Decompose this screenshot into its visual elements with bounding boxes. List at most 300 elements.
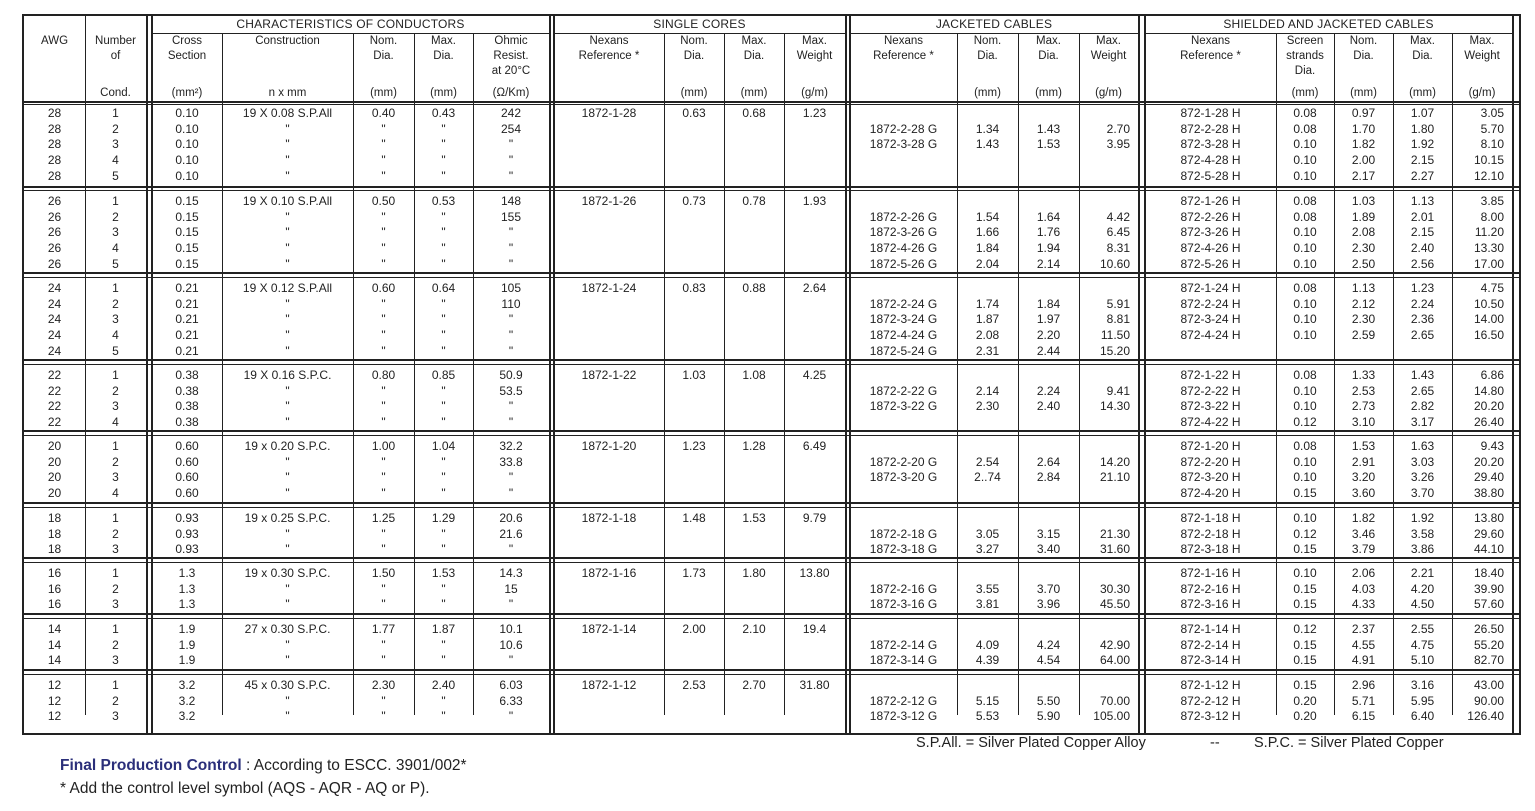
- cell-shielded-max-weight: 20.20: [1473, 399, 1504, 414]
- group-separator: [22, 669, 1521, 671]
- cell-ohmic-resistance: 242: [500, 106, 522, 120]
- cell-jacketed-nom-dia: 2.30: [975, 399, 1000, 414]
- cell-jacketed-max-weight: 14.30: [1099, 399, 1130, 414]
- group-header-characteristics: CHARACTERISTICS OF CONDUCTORS: [236, 17, 465, 31]
- cell-shielded-max-weight: 13.30: [1473, 241, 1504, 256]
- ditto-mark: ": [441, 137, 446, 152]
- ditto-mark: ": [508, 653, 514, 668]
- cell-shielded-max-weight: 55.20: [1473, 637, 1504, 652]
- group-separator: [22, 186, 1521, 188]
- column-header-unit: (mm): [430, 87, 457, 99]
- cell-conductor-count: 1: [112, 511, 119, 525]
- cell-shielded-reference: 872-3-26 H: [1180, 225, 1241, 240]
- cell-single-reference: 1872-1-22: [581, 368, 637, 382]
- cell-shielded-max-dia: 1.92: [1410, 511, 1435, 525]
- cell-awg: 12: [47, 678, 62, 692]
- cell-jacketed-nom-dia: 5.15: [975, 693, 1000, 708]
- cell-conductor-count: 5: [112, 168, 119, 183]
- cell-single-max-weight: 13.80: [799, 566, 830, 580]
- column-header-hwt: [1452, 34, 1512, 101]
- column-header-href: [1145, 34, 1276, 101]
- cell-awg: 22: [47, 383, 62, 398]
- cell-conductor-nom-dia: 1.77: [371, 622, 396, 636]
- cell-cross-section: 3.2: [178, 709, 196, 724]
- cell-jacketed-reference: 1872-3-24 G: [869, 312, 938, 327]
- ditto-mark: ": [381, 454, 386, 469]
- ditto-mark: ": [285, 209, 290, 224]
- ditto-mark: ": [441, 296, 446, 311]
- cell-conductor-max-dia: 0.43: [431, 106, 456, 120]
- header-bottom: [22, 104, 1521, 105]
- cell-awg: 24: [47, 343, 62, 358]
- column-separator: [353, 34, 354, 715]
- cell-single-nom-dia: 1.03: [682, 368, 706, 382]
- cell-jacketed-reference: 1872-3-22 G: [869, 399, 938, 414]
- cell-jacketed-max-dia: 4.54: [1036, 653, 1061, 668]
- cell-jacketed-nom-dia: 1.84: [975, 241, 1000, 256]
- cell-shielded-max-dia: 2.65: [1410, 383, 1435, 398]
- control-level-note: * Add the control level symbol (AQS - AQR - AQ or P).: [60, 780, 430, 797]
- cell-jacketed-max-weight: 30.30: [1099, 581, 1130, 596]
- cell-awg: 26: [47, 209, 62, 224]
- cell-ohmic-resistance: 6.33: [499, 693, 523, 708]
- cell-conductor-count: 3: [112, 399, 119, 414]
- cell-cross-section: 0.10: [175, 106, 199, 120]
- panel-divider: [1138, 14, 1140, 735]
- cell-jacketed-reference: 1872-4-24 G: [869, 328, 938, 343]
- cell-shielded-screen-dia: 0.15: [1293, 637, 1317, 652]
- cell-shielded-reference: 872-1-12 H: [1180, 678, 1241, 692]
- legend-separator: --: [1210, 735, 1220, 751]
- cell-jacketed-max-weight: 21.10: [1099, 470, 1130, 485]
- cell-jacketed-max-weight: 8.31: [1106, 241, 1130, 256]
- cell-shielded-screen-dia: 0.15: [1293, 653, 1317, 668]
- cell-cross-section: 0.21: [175, 312, 199, 327]
- cell-jacketed-max-weight: 105.00: [1093, 709, 1130, 724]
- ditto-mark: ": [381, 383, 386, 398]
- column-separator: [1276, 34, 1277, 715]
- cell-conductor-nom-dia: 1.50: [371, 566, 396, 580]
- outer-frame-right: [1519, 14, 1521, 735]
- cell-cross-section: 0.15: [175, 209, 199, 224]
- cell-awg: 14: [47, 653, 62, 668]
- cell-shielded-max-weight: 82.70: [1473, 653, 1504, 668]
- ditto-mark: ": [285, 454, 290, 469]
- ditto-mark: ": [285, 470, 290, 485]
- cell-jacketed-reference: 1872-2-18 G: [869, 526, 938, 541]
- cell-conductor-count: 5: [112, 343, 119, 358]
- column-header-unit: (Ω/Km): [492, 87, 530, 99]
- cell-jacketed-nom-dia: 4.09: [975, 637, 1000, 652]
- cell-single-nom-dia: 1.73: [682, 566, 706, 580]
- cell-jacketed-nom-dia: 1.34: [975, 121, 1000, 136]
- cell-single-reference: 1872-1-26: [581, 194, 637, 208]
- cell-single-nom-dia: 2.00: [682, 622, 706, 636]
- cell-shielded-max-dia: 4.50: [1410, 597, 1435, 612]
- ditto-mark: ": [441, 225, 446, 240]
- column-header-unit: (mm): [1350, 87, 1377, 99]
- cell-shielded-screen-dia: 0.15: [1293, 486, 1317, 501]
- ditto-mark: ": [508, 225, 514, 240]
- cell-shielded-reference: 872-2-16 H: [1180, 581, 1241, 596]
- cell-shielded-nom-dia: 3.60: [1351, 486, 1376, 501]
- cell-shielded-nom-dia: 2.12: [1351, 296, 1376, 311]
- cell-shielded-max-dia: 3.16: [1410, 678, 1435, 692]
- cell-shielded-reference: 872-5-26 H: [1180, 256, 1241, 271]
- cell-jacketed-nom-dia: 1.66: [975, 225, 1000, 240]
- cell-awg: 14: [47, 622, 62, 636]
- cell-shielded-reference: 872-1-18 H: [1180, 511, 1241, 525]
- cell-ohmic-resistance: 14.3: [499, 566, 523, 580]
- cell-shielded-nom-dia: 2.53: [1351, 383, 1376, 398]
- cell-ohmic-resistance: 50.9: [499, 368, 523, 382]
- cell-single-max-dia: 1.80: [742, 566, 766, 580]
- column-header-unit: (mm): [1291, 87, 1319, 99]
- cell-single-max-weight: 1.93: [802, 194, 827, 208]
- cell-jacketed-max-weight: 11.50: [1100, 328, 1130, 343]
- column-header-awg: [24, 34, 85, 101]
- cell-jacketed-max-dia: 1.94: [1036, 241, 1061, 256]
- cell-cross-section: 0.10: [175, 153, 199, 168]
- column-header-cross: [152, 34, 222, 101]
- cell-cross-section: 0.10: [175, 168, 199, 183]
- ditto-mark: ": [441, 415, 446, 430]
- column-separator: [1334, 34, 1335, 715]
- cell-jacketed-nom-dia: 3.55: [975, 581, 1000, 596]
- cell-shielded-screen-dia: 0.08: [1293, 106, 1317, 120]
- cell-shielded-max-dia: 5.95: [1410, 693, 1435, 708]
- cell-shielded-screen-dia: 0.08: [1293, 439, 1317, 453]
- cell-shielded-max-weight: 3.85: [1480, 194, 1504, 208]
- cell-shielded-reference: 872-2-12 H: [1180, 693, 1241, 708]
- ditto-mark: ": [441, 526, 446, 541]
- cell-shielded-max-weight: 5.70: [1480, 121, 1504, 136]
- cell-cross-section: 0.93: [175, 526, 199, 541]
- cell-jacketed-max-weight: 9.41: [1106, 383, 1130, 398]
- column-header-jref: [850, 34, 957, 101]
- cell-jacketed-max-dia: 2.44: [1036, 343, 1061, 358]
- cell-shielded-screen-dia: 0.12: [1293, 415, 1317, 430]
- cell-single-reference: 1872-1-12: [581, 678, 637, 692]
- cell-conductor-count: 1: [112, 439, 119, 453]
- column-header-hmax: [1393, 34, 1452, 101]
- cell-jacketed-max-dia: 1.64: [1036, 209, 1061, 224]
- column-header-title: Max. Dia.: [431, 35, 456, 62]
- cell-jacketed-max-weight: 15.20: [1099, 343, 1130, 358]
- ditto-mark: ": [285, 637, 290, 652]
- column-header-title: Max. Weight: [1464, 35, 1500, 62]
- cell-jacketed-reference: 1872-3-18 G: [869, 542, 938, 557]
- cell-conductor-max-dia: 0.85: [431, 368, 456, 382]
- cell-construction: 19 x 0.25 S.P.C.: [244, 511, 331, 525]
- cell-shielded-screen-dia: 0.10: [1293, 566, 1317, 580]
- cell-shielded-reference: 872-3-20 H: [1180, 470, 1241, 485]
- cell-jacketed-nom-dia: 2.14: [975, 383, 1000, 398]
- cell-shielded-nom-dia: 3.20: [1351, 470, 1376, 485]
- cell-jacketed-max-dia: 2.84: [1036, 470, 1061, 485]
- cell-shielded-max-dia: 4.20: [1410, 581, 1435, 596]
- cell-shielded-max-weight: 90.00: [1473, 693, 1504, 708]
- cell-shielded-reference: 872-2-24 H: [1180, 296, 1241, 311]
- ditto-mark: ": [441, 486, 446, 501]
- cell-jacketed-max-weight: 21.30: [1099, 526, 1130, 541]
- cell-awg: 16: [47, 597, 62, 612]
- column-header-hscr: [1276, 34, 1334, 101]
- cell-shielded-screen-dia: 0.10: [1293, 137, 1317, 152]
- cell-conductor-count: 2: [112, 383, 119, 398]
- cell-jacketed-max-weight: 5.91: [1106, 296, 1130, 311]
- cell-shielded-max-weight: 26.40: [1473, 415, 1504, 430]
- column-separator: [473, 34, 474, 715]
- ditto-mark: ": [508, 256, 514, 271]
- ditto-mark: ": [508, 597, 514, 612]
- cell-jacketed-max-dia: 2.14: [1036, 256, 1061, 271]
- cell-cross-section: 0.10: [175, 121, 199, 136]
- ditto-mark: ": [285, 486, 290, 501]
- cell-cross-section: 0.21: [175, 328, 199, 343]
- cell-jacketed-nom-dia: 3.05: [975, 526, 1000, 541]
- group-separator: [22, 674, 1521, 675]
- cell-shielded-screen-dia: 0.20: [1293, 709, 1317, 724]
- panel-divider: [151, 14, 153, 735]
- ditto-mark: ": [285, 168, 290, 183]
- ditto-mark: ": [381, 653, 386, 668]
- ditto-mark: ": [381, 168, 386, 183]
- ditto-mark: ": [381, 312, 386, 327]
- cell-jacketed-reference: 1872-3-26 G: [869, 225, 938, 240]
- column-header-cnom: [353, 34, 414, 101]
- cell-conductor-max-dia: 2.40: [431, 678, 456, 692]
- column-header-unit: (mm): [680, 87, 708, 99]
- cell-shielded-max-weight: 14.80: [1473, 383, 1504, 398]
- group-separator: [22, 190, 1521, 191]
- cell-shielded-max-dia: 2.27: [1410, 168, 1435, 183]
- cell-shielded-reference: 872-2-26 H: [1180, 209, 1241, 224]
- cell-conductor-nom-dia: 1.00: [371, 439, 396, 453]
- cell-shielded-max-dia: 4.75: [1410, 637, 1435, 652]
- cell-jacketed-max-weight: 6.45: [1106, 225, 1130, 240]
- cell-shielded-max-dia: 3.58: [1410, 526, 1435, 541]
- cell-conductor-max-dia: 0.64: [431, 281, 456, 295]
- outer-frame-top: [22, 14, 1521, 16]
- cell-shielded-max-dia: 6.40: [1410, 709, 1435, 724]
- column-header-title: Max. Dia.: [1410, 35, 1435, 62]
- cell-conductor-count: 2: [112, 121, 119, 136]
- cell-jacketed-reference: 1872-4-26 G: [869, 241, 938, 256]
- cell-shielded-max-dia: 1.43: [1410, 368, 1435, 382]
- cell-awg: 26: [47, 225, 62, 240]
- cell-construction: 19 X 0.16 S.P.C.: [243, 368, 332, 382]
- ditto-mark: ": [441, 343, 446, 358]
- cell-single-nom-dia: 1.23: [682, 439, 706, 453]
- ditto-mark: ": [285, 256, 290, 271]
- ditto-mark: ": [441, 470, 446, 485]
- cell-shielded-max-weight: 8.10: [1480, 137, 1504, 152]
- ditto-mark: ": [508, 328, 514, 343]
- cell-shielded-max-dia: 3.86: [1410, 542, 1435, 557]
- cell-single-max-weight: 2.64: [802, 281, 827, 295]
- cell-cross-section: 0.10: [175, 137, 199, 152]
- cell-conductor-count: 2: [112, 296, 119, 311]
- cell-jacketed-nom-dia: 3.81: [975, 597, 1000, 612]
- cell-jacketed-nom-dia: 1.87: [975, 312, 1000, 327]
- cell-awg: 24: [47, 328, 62, 343]
- ditto-mark: ": [381, 486, 386, 501]
- ditto-mark: ": [381, 693, 386, 708]
- column-header-title: Max. Dia.: [741, 35, 767, 62]
- ditto-mark: ": [285, 542, 290, 557]
- cell-shielded-reference: 872-4-20 H: [1180, 486, 1241, 501]
- cell-shielded-max-dia: 1.92: [1410, 137, 1435, 152]
- cell-awg: 18: [47, 542, 62, 557]
- column-separator: [724, 34, 725, 715]
- cell-shielded-reference: 872-3-28 H: [1180, 137, 1241, 152]
- cell-shielded-screen-dia: 0.15: [1293, 678, 1317, 692]
- ditto-mark: ": [381, 399, 386, 414]
- ditto-mark: ": [508, 470, 514, 485]
- cell-conductor-nom-dia: 1.25: [371, 511, 396, 525]
- column-separator: [222, 34, 223, 715]
- cell-shielded-nom-dia: 1.53: [1351, 439, 1376, 453]
- cell-shielded-reference: 872-2-18 H: [1180, 526, 1241, 541]
- cell-shielded-max-dia: 2.40: [1410, 241, 1435, 256]
- column-header-swt: [784, 34, 845, 101]
- ditto-mark: ": [285, 581, 290, 596]
- ditto-mark: ": [441, 542, 446, 557]
- cell-cross-section: 0.21: [175, 296, 199, 311]
- cell-construction: 45 x 0.30 S.P.C.: [244, 678, 331, 692]
- column-header-title: Nexans Reference *: [578, 35, 640, 62]
- cell-shielded-screen-dia: 0.10: [1293, 454, 1317, 469]
- cell-shielded-max-dia: 3.03: [1410, 454, 1435, 469]
- group-separator: [22, 557, 1521, 559]
- cell-shielded-max-weight: 3.05: [1480, 106, 1504, 120]
- cell-ohmic-resistance: 6.03: [499, 678, 523, 692]
- cell-jacketed-max-weight: 70.00: [1099, 693, 1130, 708]
- column-separator: [1018, 34, 1019, 715]
- header-underline: [1145, 33, 1512, 34]
- column-header-unit: n x mm: [268, 87, 307, 99]
- cell-cross-section: 1.9: [178, 653, 196, 668]
- cell-jacketed-max-dia: 4.24: [1036, 637, 1061, 652]
- cell-shielded-screen-dia: 0.10: [1293, 168, 1317, 183]
- cell-jacketed-nom-dia: 2.08: [975, 328, 1000, 343]
- cell-jacketed-max-dia: 3.96: [1036, 597, 1061, 612]
- cell-jacketed-max-dia: 5.50: [1036, 693, 1061, 708]
- cell-shielded-nom-dia: 4.55: [1351, 637, 1376, 652]
- cell-shielded-nom-dia: 3.46: [1351, 526, 1376, 541]
- cell-shielded-nom-dia: 1.03: [1351, 194, 1376, 208]
- cell-shielded-nom-dia: 3.79: [1351, 542, 1376, 557]
- cell-shielded-nom-dia: 4.91: [1351, 653, 1376, 668]
- cell-conductor-nom-dia: 0.50: [371, 194, 396, 208]
- cell-jacketed-max-weight: 45.50: [1099, 597, 1130, 612]
- group-separator: [22, 272, 1521, 274]
- cell-conductor-count: 3: [112, 653, 119, 668]
- column-separator: [664, 34, 665, 715]
- cell-shielded-max-dia: 2.36: [1410, 312, 1435, 327]
- cell-jacketed-max-dia: 2.64: [1036, 454, 1061, 469]
- ditto-mark: ": [285, 383, 290, 398]
- cell-awg: 16: [47, 581, 62, 596]
- cell-shielded-reference: 872-4-24 H: [1180, 328, 1241, 343]
- cell-jacketed-reference: 1872-2-12 G: [869, 693, 938, 708]
- cell-construction: 27 x 0.30 S.P.C.: [244, 622, 331, 636]
- cell-jacketed-max-weight: 42.90: [1099, 637, 1130, 652]
- column-header-title: Max. Weight: [796, 35, 833, 62]
- ditto-mark: ": [285, 597, 290, 612]
- cell-single-max-weight: 9.79: [802, 511, 827, 525]
- cell-conductor-count: 2: [112, 581, 119, 596]
- ditto-mark: ": [285, 709, 290, 724]
- cell-shielded-max-dia: 2.56: [1410, 256, 1435, 271]
- column-header-sref: [554, 34, 664, 101]
- cell-shielded-reference: 872-1-20 H: [1180, 439, 1241, 453]
- cell-construction: 19 X 0.10 S.P.All: [242, 194, 333, 208]
- final-production-control: [60, 757, 467, 775]
- cell-shielded-screen-dia: 0.20: [1293, 693, 1317, 708]
- cell-awg: 26: [47, 241, 62, 256]
- header-underline: [152, 33, 549, 34]
- cell-conductor-count: 1: [112, 566, 119, 580]
- cell-jacketed-max-dia: 3.70: [1036, 581, 1061, 596]
- cell-shielded-screen-dia: 0.08: [1293, 121, 1317, 136]
- cell-jacketed-reference: 1872-3-20 G: [869, 470, 938, 485]
- group-header-shielded: SHIELDED AND JACKETED CABLES: [1223, 17, 1434, 31]
- cell-ohmic-resistance: 33.8: [499, 454, 523, 469]
- column-header-unit: (g/m): [801, 87, 828, 99]
- cell-shielded-nom-dia: 4.03: [1351, 581, 1376, 596]
- column-header-unit: (g/m): [1468, 87, 1496, 99]
- cell-cross-section: 0.38: [175, 399, 199, 414]
- group-separator: [22, 277, 1521, 278]
- ditto-mark: ": [381, 137, 386, 152]
- cell-jacketed-reference: 1872-2-28 G: [869, 121, 938, 136]
- cell-single-max-dia: 0.68: [742, 106, 766, 120]
- cell-awg: 20: [47, 470, 62, 485]
- ditto-mark: ": [381, 256, 386, 271]
- ditto-mark: ": [381, 153, 386, 168]
- cell-cross-section: 3.2: [178, 693, 196, 708]
- ditto-mark: ": [441, 168, 446, 183]
- cell-shielded-max-dia: 1.13: [1410, 194, 1435, 208]
- ditto-mark: ": [441, 241, 446, 256]
- cell-awg: 24: [47, 296, 62, 311]
- cell-shielded-screen-dia: 0.08: [1293, 209, 1317, 224]
- ditto-mark: ": [441, 121, 446, 136]
- cell-jacketed-max-weight: 14.20: [1099, 454, 1130, 469]
- cell-shielded-reference: 872-1-16 H: [1180, 566, 1241, 580]
- cell-shielded-screen-dia: 0.10: [1293, 241, 1317, 256]
- cell-shielded-nom-dia: 2.59: [1351, 328, 1376, 343]
- ditto-mark: ": [381, 241, 386, 256]
- cell-jacketed-max-weight: 2.70: [1106, 121, 1130, 136]
- cell-shielded-nom-dia: 2.30: [1351, 241, 1376, 256]
- cell-single-max-weight: 4.25: [802, 368, 827, 382]
- column-header-title: AWG: [40, 35, 69, 47]
- cell-awg: 24: [47, 281, 62, 295]
- cell-awg: 28: [47, 137, 62, 152]
- cell-cross-section: 0.15: [175, 225, 199, 240]
- cell-shielded-max-dia: 2.82: [1410, 399, 1435, 414]
- cell-single-nom-dia: 2.53: [682, 678, 706, 692]
- cell-shielded-screen-dia: 0.10: [1293, 470, 1317, 485]
- column-header-title: Screen strands Dia.: [1286, 35, 1324, 77]
- cell-awg: 28: [47, 106, 62, 120]
- cell-shielded-nom-dia: 1.82: [1351, 137, 1376, 152]
- column-header-hnom: [1334, 34, 1393, 101]
- cell-shielded-screen-dia: 0.12: [1293, 622, 1317, 636]
